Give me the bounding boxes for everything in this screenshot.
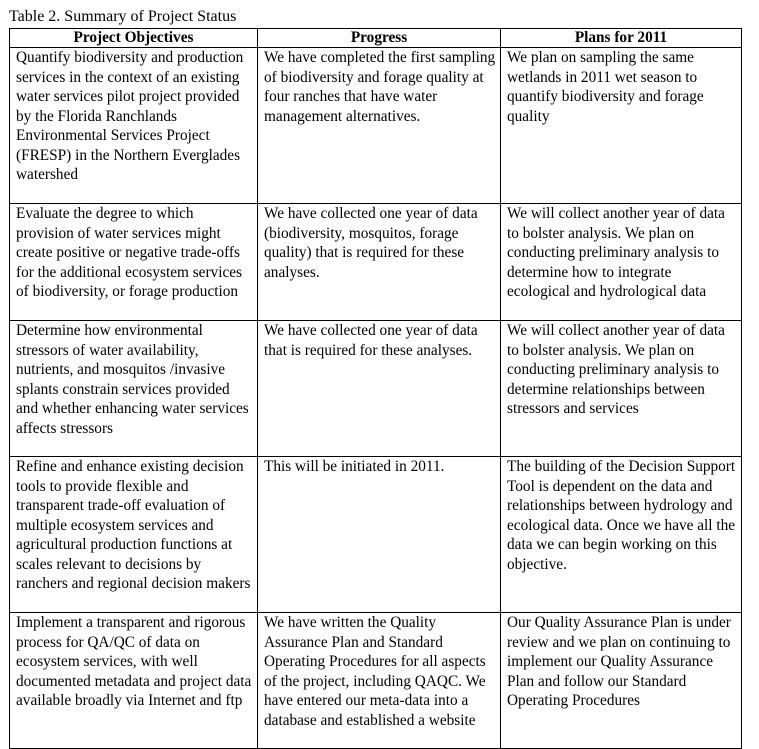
objective-cell: Implement a transparent and rigorous process for QA/QC of data on ecosystem services, with well documented metadata and project data available broadly via Internet and ftp [10,613,258,749]
plans-cell: We plan on sampling the same wetlands in 2011 wet season to quantify biodiversity and forage quality [501,48,742,204]
table-row [10,613,742,749]
objective-cell: Evaluate the degree to which provision of water services might create positive or negative trade-offs for the additional ecosystem services of biodiversity, or forage production [10,204,258,321]
header-project-objectives: Project Objectives [10,29,258,48]
plans-cell: We will collect another year of data to bolster analysis. We plan on conducting preliminary analysis to determine how to integrate ecological and hydrological data [501,204,742,321]
progress-cell: We have collected one year of data (biodiversity, mosquitos, forage quality) that is required for these analyses. [258,204,501,321]
header-plans-2011: Plans for 2011 [501,29,742,48]
progress-cell: This will be initiated in 2011. [258,457,501,613]
plans-cell: Our Quality Assurance Plan is under review and we plan on continuing to implement our Quality Assurance Plan and follow our Standard Operating Procedures [501,613,742,749]
project-status-table [9,28,742,749]
progress-cell: We have written the Quality Assurance Plan and Standard Operating Procedures for all aspects of the project, including QAQC. We have entered our meta-data into a database and established a website [258,613,501,749]
table-row [10,48,742,204]
table-row [10,321,742,457]
plans-cell: We will collect another year of data to bolster analysis. We plan on conducting preliminary analysis to determine relationships between stressors and services [501,321,742,457]
table-header-row [10,29,742,48]
table-row [10,457,742,613]
plans-cell: The building of the Decision Support Tool is dependent on the data and relationships between hydrology and ecological data. Once we have all the data we can begin working on this objective. [501,457,742,613]
objective-cell: Refine and enhance existing decision tools to provide flexible and transparent trade-off evaluation of multiple ecosystem services and agricultural production functions at scales relevant to decisions by ranchers and regional decision makers [10,457,258,613]
progress-cell: We have completed the first sampling of biodiversity and forage quality at four ranches that have water management alternatives. [258,48,501,204]
progress-cell: We have collected one year of data that is required for these analyses. [258,321,501,457]
table-caption: Table 2. Summary of Project Status [9,8,237,25]
table-row [10,204,742,321]
objective-cell: Determine how environmental stressors of water availability, nutrients, and mosquitos /invasive splants constrain services provided and whether enhancing water services affects stressors [10,321,258,457]
header-progress: Progress [258,29,501,48]
objective-cell: Quantify biodiversity and production services in the context of an existing water services pilot project provided by the Florida Ranchlands Environmental Services Project (FRESP) in the Northern Everglades watershed [10,48,258,204]
